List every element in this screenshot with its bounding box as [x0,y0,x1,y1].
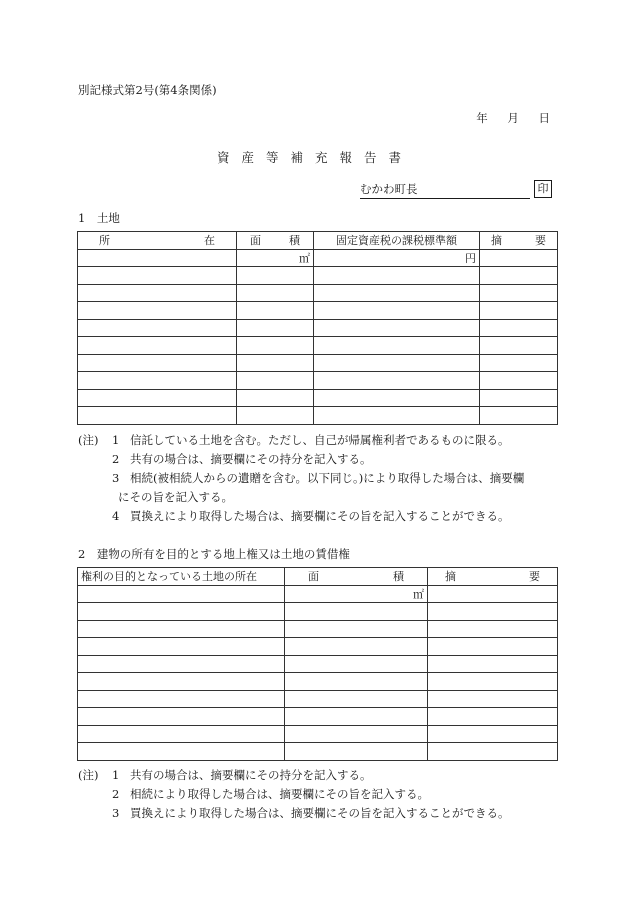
table-row [78,655,558,673]
table-row [78,319,558,337]
notes-label: (注) [78,768,99,782]
area-cell[interactable] [237,249,314,267]
table-row [78,708,558,726]
document-title: 資産等補充報告書 [216,150,413,165]
unit-yen: 円 [465,251,476,265]
note-item: 2 相続により取得した場合は、摘要欄にその旨を記入する。 [112,787,429,801]
header-remarks: 摘 要 [428,568,558,586]
table-row [78,585,558,603]
section2-notes [78,766,510,823]
section1-title: 1 土地 [78,211,120,225]
header-remarks: 摘 要 [480,232,558,250]
table-row [78,354,558,372]
header-location: 所 在 [78,232,237,250]
unit-sqm: ㎡ [299,251,310,265]
seal-mark: 印 [534,180,552,198]
note-item: 3 買換えにより取得した場合は、摘要欄にその旨を記入することができる。 [112,806,510,820]
table-row [78,389,558,407]
table-row [78,690,558,708]
remarks-cell[interactable] [480,249,558,267]
note-item: 4 買換えにより取得した場合は、摘要欄にその旨を記入することができる。 [112,509,510,523]
table-row [78,267,558,285]
form-identifier: 別記様式第2号(第4条関係) [78,83,217,97]
note-item: (注) 1 信託している土地を含む。ただし、自己が帰属権利者であるものに限る。 [78,431,524,450]
note-item: 2 共有の場合は、摘要欄にその持分を記入する。 [112,452,372,466]
table-row [78,337,558,355]
table-row [78,407,558,425]
table-header-row [78,232,558,250]
table-row [78,603,558,621]
note-item: (注) 1 共有の場合は、摘要欄にその持分を記入する。 [78,766,510,785]
table-row [78,302,558,320]
table-row [78,638,558,656]
note-item: 3 相続(被相続人からの遺贈を含む。以下同じ。)により取得した場合は、摘要欄 [112,471,525,485]
header-area: 面 積 [237,232,314,250]
unit-sqm: ㎡ [413,587,424,601]
land-table [77,231,558,425]
table-row [78,620,558,638]
addressee: むかわ町長 [360,181,530,199]
tax-base-cell[interactable] [314,249,480,267]
section2-title: 2 建物の所有を目的とする地上権又は土地の賃借権 [78,547,350,561]
leasehold-table [77,567,558,761]
notes-label: (注) [78,433,99,447]
table-header-row [78,568,558,586]
remarks-cell[interactable] [428,585,558,603]
header-land-location: 権利の目的となっている土地の所在 [78,568,285,586]
table-row [78,284,558,302]
table-row [78,725,558,743]
table-row [78,372,558,390]
date-line: 年 月 日 [476,111,550,125]
land-location-cell[interactable] [78,585,285,603]
table-row [78,673,558,691]
table-row [78,743,558,761]
table-row [78,249,558,267]
area-cell[interactable] [285,585,428,603]
location-cell[interactable] [78,249,237,267]
header-area: 面 積 [285,568,428,586]
note-continuation: にその旨を記入する。 [118,490,233,504]
section1-notes [78,431,524,526]
header-tax-base: 固定資産税の課税標準額 [314,232,480,250]
